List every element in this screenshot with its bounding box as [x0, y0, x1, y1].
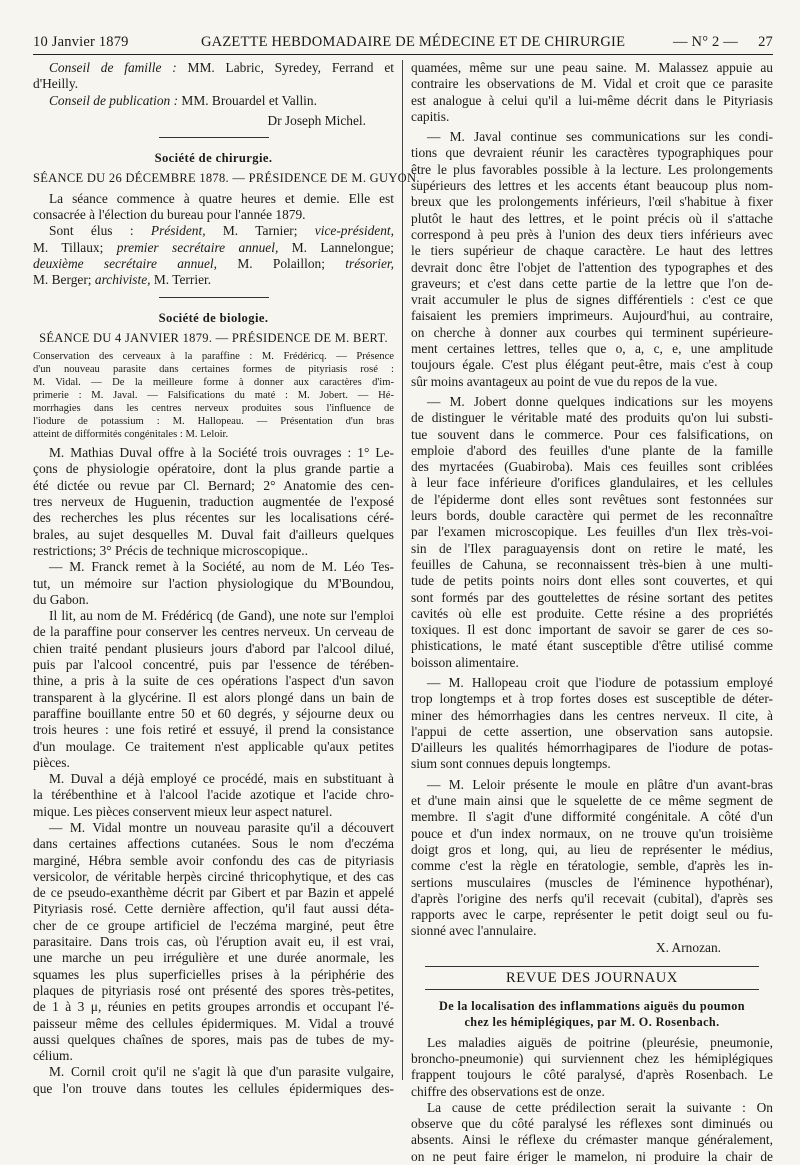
section-title-chirurgie: Société de chirurgie. — [154, 151, 273, 166]
paragraph-line: trop longtemps et à trop fortes doses est susceptible de déter- — [411, 691, 773, 707]
paragraph-line: sin de l'Ilex paraguayensis dont on retire le maté, les — [411, 540, 773, 556]
summary-line: M. Vidal. — De la meilleure forme à donner aux caractères d'im- — [33, 377, 394, 389]
section-title-biologie: Société de biologie. — [158, 310, 269, 325]
paragraph-line: membre. Il s'agit d'une difformité congénitale. A côté d'un — [411, 809, 773, 825]
paragraph-line: pouce et d'un index normaux, on ne trouve qu'un troisième — [411, 825, 773, 841]
paragraph-cornil — [33, 1064, 394, 1097]
author-signature: X. Arnozan. — [655, 939, 721, 955]
paragraph-line: sionné avec l'annulaire. — [411, 923, 537, 939]
paragraph-line: parasitaire. Dans trois cas, où l'éruption avait eu, il est vrai, — [33, 934, 394, 950]
paragraph-line: toxiques. Il est donc important de savoir se garer de ces so- — [411, 622, 773, 638]
paragraph-line: sûr moins avantageux au point de vue du repos de la vue. — [411, 373, 718, 389]
paragraph-line: phistications, le maté étant susceptible d'être utilisé comme — [411, 638, 773, 654]
conseil-publication-line — [33, 93, 394, 109]
conseil-famille-members: MM. Labric, Syredey, Ferrand et — [187, 60, 394, 75]
paragraph-line: frappent toujours le côté paralysé, d'après Rosenbach. Le — [411, 1067, 773, 1083]
paragraph-line: sont formés par des gouttelettes de résine sortant des petites — [411, 589, 773, 605]
paragraph-line: tut, un mémoire sur l'action physiologique du M'Boundou, — [33, 575, 394, 591]
paragraph-vidal — [33, 820, 394, 1064]
paragraph-line: M. Mathias Duval offre à la Société trois ouvrages : 1° Le- — [49, 445, 394, 461]
article-title-line: De la localisation des inflammations aiguës du poumon — [439, 999, 745, 1014]
paragraph-line: M. Duval a déjà employé ce procédé, mais en substituant à — [49, 771, 394, 787]
paragraph-line: comme c'est la règle en tératologie, semble, d'après les in- — [411, 858, 773, 874]
section-divider — [159, 297, 269, 298]
paragraph-line: de l'épiderme dont elles sont revêtues sont festonnées sur — [411, 491, 773, 507]
paragraph-line: sium sont connues depuis longtemps. — [411, 756, 611, 772]
paragraph-line: sertions musculaires (muscles de l'éminence hypothénar), — [411, 874, 773, 890]
paragraph-javal — [411, 129, 773, 390]
right-column — [403, 60, 773, 1164]
paragraph-line: d'un moulage. Ce traitement n'est applicable qu'aux petites — [33, 738, 394, 754]
paragraph-line: puis par l'alcool concentré, puis par l'essence de térében- — [33, 657, 394, 673]
paragraph-fredericq — [33, 608, 394, 771]
paragraph-jobert — [411, 394, 773, 671]
header-journal-title: GAZETTE HEBDOMADAIRE DE MÉDECINE ET DE CHIRURGIE — [201, 34, 626, 50]
paragraph-line: absents. Ainsi le réflexe du crémaster manque généralement, — [411, 1132, 773, 1148]
conseil-famille-line-2: d'Heilly. — [33, 76, 79, 92]
paragraph-line: toujours égale. C'est plus élégant peut-être, mais c'est à coup — [411, 357, 773, 373]
section-title-revue: REVUE DES JOURNAUX — [425, 966, 759, 990]
paragraph-line: broncho-pneumonie) qui surviennent chez les hémiplégiques — [411, 1050, 773, 1066]
paragraph-line: Il lit, au nom de M. Frédéricq (de Gand), une note sur l'emploi — [49, 608, 394, 624]
conseil-famille-line — [33, 60, 394, 76]
paragraph-line: paraffine bouillante entre 50 et 60 degrés, y séjourne deux ou — [33, 705, 394, 721]
paragraph-line: — M. Franck remet à la Société, au nom de M. Léo Tes- — [49, 559, 394, 575]
paragraph-line: brales, au sujet desquelles M. Duval fait d'ailleurs quelques — [33, 526, 394, 542]
section-divider — [159, 137, 269, 138]
paragraph-line: — M. Javal continue ses communications sur les condi- — [427, 129, 773, 145]
paragraph-duval-works — [33, 445, 394, 559]
paragraph-line: tres nerveux de Huguenin, traduction augmentée de l'exposé — [33, 494, 394, 510]
paragraph-line: de la paraffine pour conserver les centres nerveux. Un cerveau de — [33, 624, 394, 640]
paragraph-line: dans certaines affections cutanées. Sous le nom d'eczéma — [33, 836, 394, 852]
paragraph-line: du Gabon. — [33, 591, 89, 607]
paragraph-line: est analogue à celui qu'il a lui-même décrit dans le Pityriasis — [411, 92, 773, 108]
paragraph-line: capitis. — [411, 108, 450, 124]
paragraph-line: plutôt le haut des lettres, et le point précis où il s'attache — [411, 210, 773, 226]
article-title-line: chez les hémiplégiques, par M. O. Rosenbach. — [464, 1015, 720, 1030]
paragraph-line: marginé, Hébra semble avoir confondu des cas de pityriasis — [33, 852, 394, 868]
summary-line: d'un nouveau parasite dans certaines formes de pityriasis rosé : — [33, 364, 394, 376]
summary-line: atteint de difformités congénitales : M. Leloir. — [33, 429, 229, 441]
paragraph-line: chien traité pendant plusieurs jours d'abord par l'alcool dilué, — [33, 640, 394, 656]
paragraph-line: M. Tillaux; premier secrétaire annuel, M. Lannelongue; — [33, 239, 394, 255]
paragraph-line: — M. Leloir présente le moule en plâtre d'un avant-bras — [427, 776, 773, 792]
paragraph-line: aussi quelques chaînes de spores, mais pas de tubes de my- — [33, 1031, 394, 1047]
conseil-famille-label: Conseil de famille : — [49, 60, 177, 75]
seance-line-biologie: SÉANCE DU 4 JANVIER 1879. — PRÉSIDENCE DE M. BERT. — [39, 330, 388, 345]
paragraph-rosenbach-1 — [411, 1035, 773, 1100]
paragraph-line: de ce pseudo-exanthème décrit par Gibert et par Bazin et appelé — [33, 885, 394, 901]
header-issue-number: — N° 2 — — [673, 34, 738, 50]
paragraph-line: contraire les observations de M. Vidal et croit que ce parasite — [411, 76, 773, 92]
session-summary — [33, 350, 394, 441]
paragraph-line: deuxième secrétaire annuel, M. Polaillon; trésorier, — [33, 255, 394, 271]
paragraph-line: restrictions; 3° Précis de technique microscopique.. — [33, 542, 308, 558]
paragraph-line: leurs bords, double caractère qui permet de les reconnaître — [411, 508, 773, 524]
paragraph-line: feuilles de Cahuna, se reconnaissent très-bien à une multi- — [411, 556, 773, 572]
paragraph-line: doigt gros et long, qui, au lieu de représenter le médius, — [411, 841, 773, 857]
paragraph-line: faisaient les premiers imprimeurs. Aujourd'hui, au contraire, — [411, 308, 773, 324]
paragraph-line: l'appui de cette assertion, une observation sans autopsie. — [411, 723, 773, 739]
paragraph-line: transparent à la glycérine. Il est alors plongé dans un bain de — [33, 689, 394, 705]
paragraph-hallopeau — [411, 675, 773, 773]
paragraph-line: des recherches les plus récentes sur les localisations céré- — [33, 510, 394, 526]
paragraph-line: trois heures : une fois retiré et essuyé, il prend la consistance — [33, 722, 394, 738]
paragraph-line: — M. Vidal montre un nouveau parasite qu'il a découvert — [49, 819, 394, 835]
paragraph-line: D'ailleurs les qualités hémorrhagipares de l'iodure de potas- — [411, 740, 773, 756]
author-signature: Dr Joseph Michel. — [267, 112, 366, 128]
paragraph-duval-procede — [33, 771, 394, 820]
paragraph-line: Pityriasis rosé. Cette dernière affection, qu'il faut aussi déta- — [33, 901, 394, 917]
paragraph-line: une marche un peu irrégulière et une durée anormale, les — [33, 950, 394, 966]
paragraph-line: thine, a pris à la suite de ces opérations l'aspect d'un savon — [33, 673, 394, 689]
paragraph-line: de distinguer le véritable maté des produits qu'on lui substi- — [411, 410, 773, 426]
paragraph-line: quamées, même sur une peau saine. M. Malassez appuie au — [411, 60, 773, 75]
paragraph-line: La séance commence à quatre heures et demie. Elle est — [49, 190, 394, 206]
paragraph-line: ment certaines lettres, telles que o, a, c, e, une amplitude — [411, 341, 773, 357]
paragraph-line: tude de petits points noirs dont elles sont couvertes, et qui — [411, 573, 773, 589]
paragraph-franck — [33, 559, 394, 608]
paragraph-line: mique. Les pièces conservent mieux leur aspect naturel. — [33, 803, 333, 819]
paragraph-line: par l'examen microscopique. Les feuilles d'un Ilex très-voi- — [411, 524, 773, 540]
paragraph-line: devrait donc être l'objet de l'attention des typographes et des — [411, 259, 773, 275]
paragraph-line: La cause de cette prédilection serait la suivante : On — [427, 1099, 773, 1115]
paragraph-line: plaques de pityriasis rosé ont présenté des spores très-petites, — [33, 982, 394, 998]
paragraph-line: la térébenthine et à l'alcool l'acide azotique et l'acide chro- — [33, 787, 394, 803]
running-header — [33, 30, 773, 55]
paragraph-line: Sont élus : Président, M. Tarnier; vice-président, — [49, 223, 394, 239]
paragraph-line: rapports avec le carpe, représenter le petit doigt seul ou fu- — [411, 907, 773, 923]
paragraph-line: boisson alimentaire. — [411, 654, 519, 670]
paragraph-line: de 1 à 3 μ, réunies en petits groupes arrondis et occupant l'é- — [33, 999, 394, 1015]
paragraph-line: on cherche à donner aux courbes qui terminent supérieure- — [411, 324, 773, 340]
paragraph-line: vrait accumuler le plus de signes différentiels : c'est ce que — [411, 292, 773, 308]
paragraph-rosenbach-2 — [411, 1100, 773, 1165]
conseil-publication-members: MM. Brouardel et Vallin. — [181, 92, 317, 108]
body-columns — [33, 60, 773, 1164]
left-column — [33, 60, 420, 1096]
paragraph-line: que l'on trouve dans toutes les cellules épidermiques des- — [33, 1080, 394, 1096]
header-date: 10 Janvier 1879 — [33, 34, 129, 50]
paragraph-line: breux que les prolongements inférieurs, l'œil s'habitue à fixer — [411, 194, 773, 210]
paragraph-line: paisseur même des cellules épidermiques. M. Vidal a trouvé — [33, 1015, 394, 1031]
summary-line: primerie : M. Javal. — Falsifications du maté : M. Jobert. — Hé- — [33, 390, 394, 402]
conseil-publication-label: Conseil de publication : — [49, 92, 179, 108]
paragraph-line: M. Berger; archiviste, M. Terrier. — [33, 272, 212, 288]
paragraph-line: chiffre des observations est de onze. — [411, 1083, 605, 1099]
paragraph-line: pièces. — [33, 754, 70, 770]
paragraph-line: cavités où elle est produite. Cette résine a des propriétés — [411, 605, 773, 621]
paragraph-line: des myrtacées (Guabiroba). Mais ces feuilles sont criblées — [411, 459, 773, 475]
paragraph-line: consacrée à l'élection du bureau pour l'année 1879. — [33, 207, 306, 223]
paragraph-line: cher de ce groupe artificiel de l'eczéma marginé, peut être — [33, 917, 394, 933]
paragraph-line: observe que du côté paralysé les réflexes sont diminués ou — [411, 1116, 773, 1132]
paragraph-line: on ne peut faire ériger le mamelon, ni produire la chair de — [411, 1148, 773, 1164]
header-page-number: 27 — [758, 34, 773, 50]
paragraph-line: emploie d'abord des feuilles d'une plante de la famille — [411, 442, 773, 458]
paragraph-line: correspond à peu près à l'union des deux tiers inférieurs avec — [411, 226, 773, 242]
paragraph-line: été dictée ou revue par Cl. Bernard; 2° Anatomie des cen- — [33, 477, 394, 493]
paragraph-line: célium. — [33, 1048, 73, 1064]
paragraph-line: d'après l'origine des nerfs qu'il recevait (cubital), d'après ses — [411, 890, 773, 906]
paragraph-line: miner des hémorrhagies dans les centres nerveux. Il cite, à — [411, 707, 773, 723]
summary-line: l'iodure de potassium : M. Hallopeau. — Présentation d'un bras — [33, 416, 394, 428]
paragraph-line: et d'une main ainsi que le squelette de ce même segment de — [411, 793, 773, 809]
paragraph-line: tue souvent dans le commerce. Pour ces falsifications, on — [411, 426, 773, 442]
paragraph-line: M. Cornil croit qu'il ne s'agit là que d'un parasite vulgaire, — [49, 1064, 394, 1080]
paragraph-line: çons de physiologie opératoire, dont la plus grande partie a — [33, 461, 394, 477]
summary-line: Conservation des cerveaux à la paraffine : M. Frédéricq. — Présence — [33, 351, 394, 363]
paragraph-line: squames les plus superficielles prises à la périphérie des — [33, 966, 394, 982]
summary-line: morrhagies dans les centres nerveux produites sous l'influence de — [33, 403, 394, 415]
paragraph-line: Les maladies aiguës de poitrine (pleurésie, pneumonie, — [427, 1034, 773, 1050]
paragraph-line: — M. Jobert donne quelques indications sur les moyens — [427, 393, 773, 409]
paragraph-line: — M. Hallopeau croit que l'iodure de potassium employé — [427, 674, 773, 690]
paragraph-line: tions que devraient réunir les caractères typographiques pour — [411, 145, 773, 161]
paragraph-line: versicolor, de véritable herpès circiné thricophytique, et des cas — [33, 868, 394, 884]
seance-line-chirurgie: SÉANCE DU 26 DÉCEMBRE 1878. — PRÉSIDENCE DE M. GUYON. — [33, 171, 420, 186]
paragraph-line: être le plus favorables possible à la lecture. Les prolongements — [411, 161, 773, 177]
paragraph-line: à leur face inférieure d'orifices glandulaires, et les cellules — [411, 475, 773, 491]
paragraph-line: le tiers supérieur de chaque caractère. Le haut des lettres — [411, 243, 773, 259]
paragraph-line: graveurs; et c'est dans cette partie de la lettre que l'on de- — [411, 275, 773, 291]
paragraph-malassez — [411, 60, 773, 125]
paragraph-line: supérieurs des lettres et les accents étant beaucoup plus nom- — [411, 178, 773, 194]
paragraph-leloir — [411, 777, 773, 940]
